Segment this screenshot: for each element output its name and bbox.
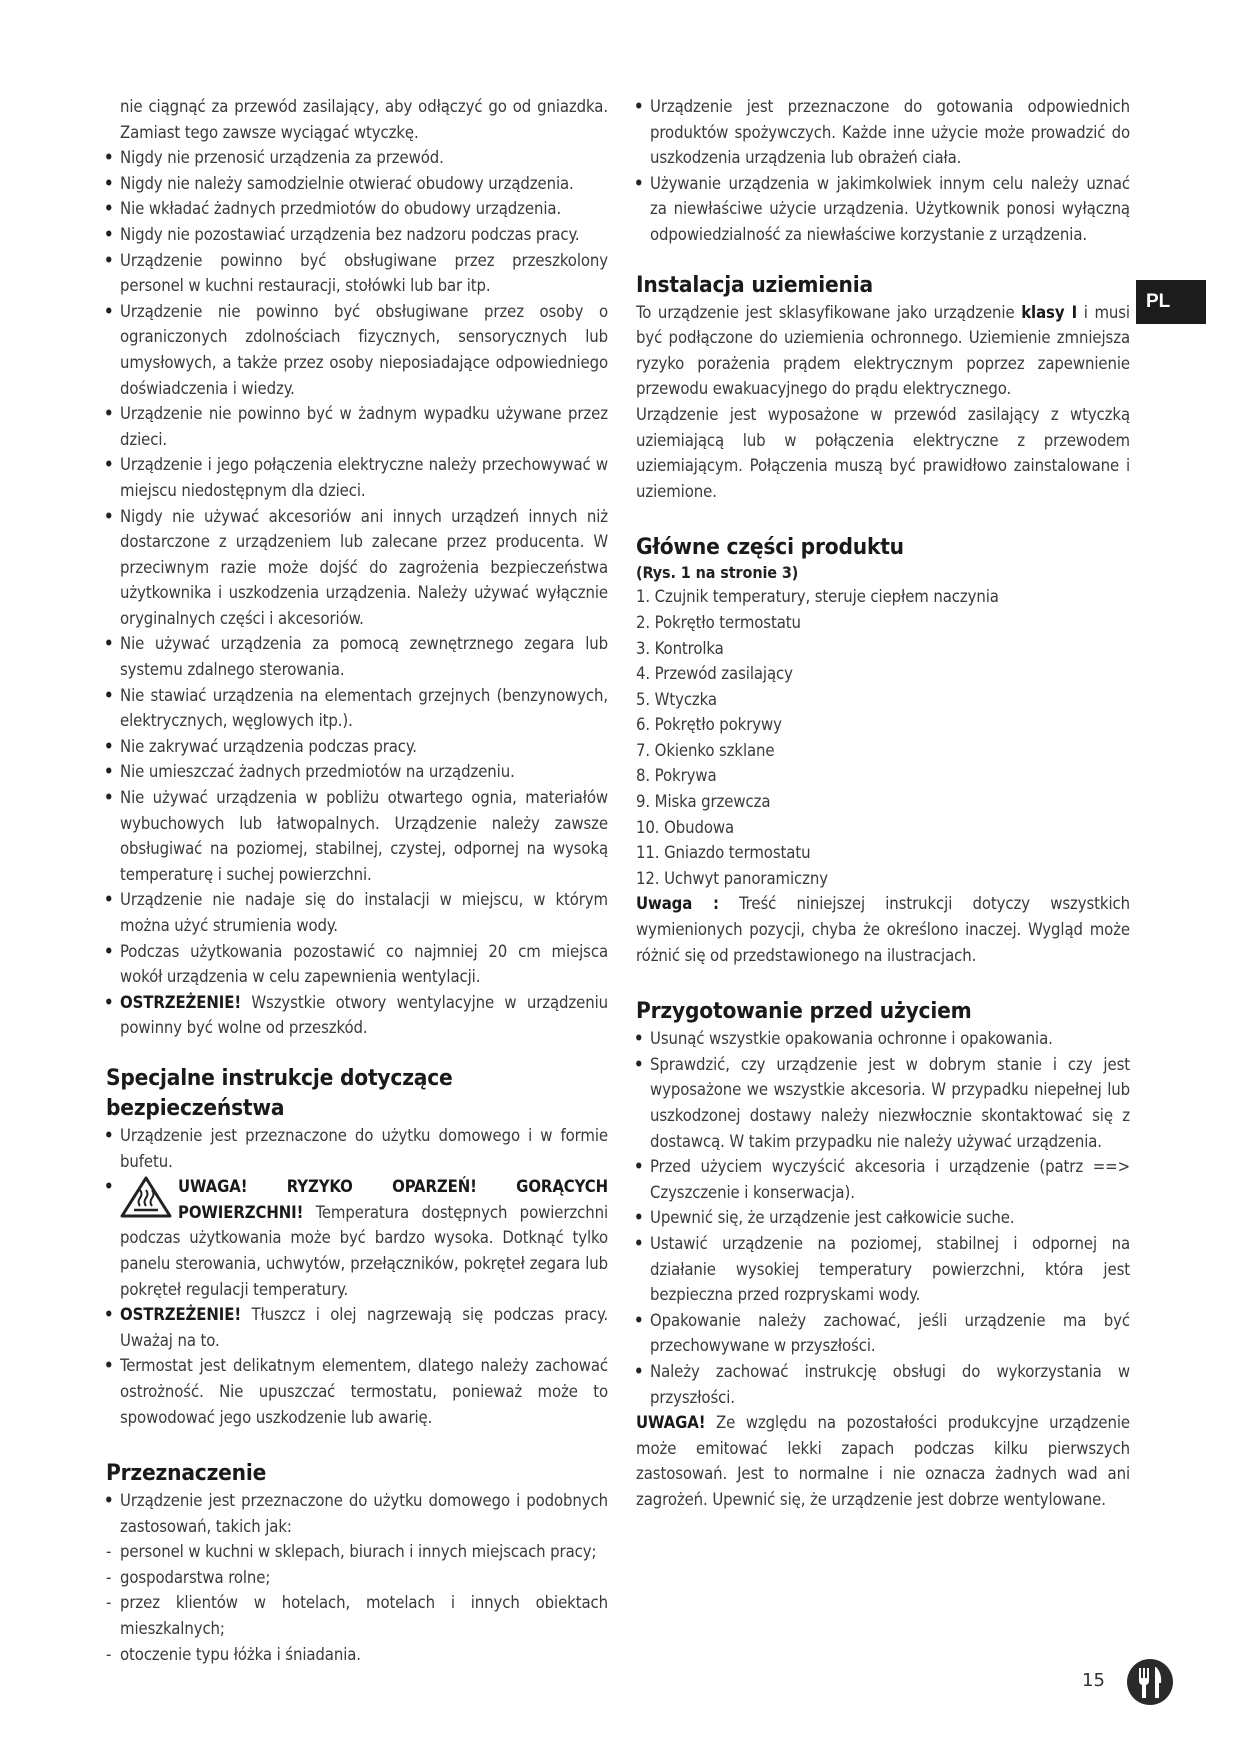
hot-surface-warning-icon — [120, 1176, 172, 1218]
list-item — [106, 1488, 608, 1539]
safety-list — [106, 145, 608, 1041]
list-item — [106, 1174, 608, 1302]
grounding-paragraph-1 — [636, 300, 1130, 402]
list-item: 9. Miska grzewcza — [636, 792, 771, 812]
special-instructions-heading: Specjalne instrukcje dotyczące bezpieczeństwa — [106, 1064, 453, 1121]
page-number: 15 — [1082, 1670, 1105, 1691]
class-label: klasy I — [1021, 302, 1078, 322]
final-warning-paragraph — [636, 1410, 1130, 1512]
special-list — [106, 1123, 608, 1430]
list-item: • Nie używać urządzenia za pomocą zewnętrznego zegara lub systemu zdalnego sterowania. — [106, 631, 608, 682]
list-item: • Urządzenie nie powinno być obsługiwane przez osoby o ograniczonych zdolnościach fizycznych, sensorycznych lub umysłowych, a także przez osoby nieposiadające odpowiedniego doświadczenia i wiedzy. — [106, 299, 608, 401]
list-item: • Termostat jest delikatnym elementem, dlatego należy zachować ostrożność. Nie upuszczać termostatu, ponieważ może to spowodować jego uszkodzenie lub awarię. — [106, 1353, 608, 1430]
list-item: 3. Kontrolka — [636, 638, 724, 658]
right-column — [636, 94, 1130, 1513]
list-item: • Urządzenie jest przeznaczone do użytku domowego i w formie bufetu. — [106, 1123, 608, 1174]
list-item: - otoczenie typu łóżka i śniadania. — [106, 1642, 608, 1668]
list-item: 6. Pokrętło pokrywy — [636, 715, 782, 735]
list-item: 7. Okienko szklane — [636, 740, 775, 760]
parts-heading: Główne części produktu — [636, 534, 904, 561]
hot-surface-text: Temperatura dostępnych powierzchni podczas użytkowania może być bardzo wysoka. Dotknąć tylko panelu sterowania, uchwytów, przełączników, pokręteł zegara lub pokręteł regulacji temperatury. — [120, 1202, 608, 1299]
list-item: • Nigdy nie używać akcesoriów ani innych urządzeń innych niż dostarczone z urządzeniem lub zalecane przez producenta. W przeciwnym razie może dojść do zagrożenia bezpieczeństwa użytkownika i uszkodzenia urządzenia. Należy używać wyłącznie oryginalnych części i akcesoriów. — [106, 504, 608, 632]
list-item: • Nigdy nie przenosić urządzenia za przewód. — [106, 145, 608, 171]
note-paragraph — [636, 891, 1130, 968]
preparation-list — [636, 1026, 1130, 1410]
language-tab: PL — [1136, 280, 1206, 324]
note-text: Treść niniejszej instrukcji dotyczy wszystkich wymienionych pozycji, chyba że określono inaczej. Wygląd może różnić się od przedstawionego na ilustracjach. — [636, 894, 1130, 965]
list-item: 8. Pokrywa — [636, 766, 717, 786]
list-item: 12. Uchwyt panoramiczny — [636, 868, 828, 888]
list-item: • Nie zakrywać urządzenia podczas pracy. — [106, 734, 608, 760]
list-item: • Nigdy nie pozostawiać urządzenia bez nadzoru podczas pracy. — [106, 222, 608, 248]
purpose-heading: Przeznaczenie — [106, 1460, 267, 1487]
grease-warning-label: OSTRZEŻENIE! — [120, 1305, 242, 1325]
list-item: • Nie używać urządzenia w pobliżu otwartego ognia, materiałów wybuchowych lub łatwopalnych. Urządzenie należy zawsze obsługiwać na poziomej, stabilnej, czystej, odpornej na wysoką temperaturę i suchej powierzchni. — [106, 785, 608, 887]
list-item: • Przed użyciem wyczyścić akcesoria i urządzenie (patrz ==> Czyszczenie i konserwacja). — [636, 1154, 1130, 1205]
grounding-paragraph-2: Urządzenie jest wyposażone w przewód zasilający z wtyczką uziemiającą lub w połączenia elektryczne z przewodem uziemiającym. Połączenia muszą być prawidłowo zainstalowane i uziemione. — [636, 404, 1130, 501]
list-item: • Urządzenie powinno być obsługiwane przez przeszkolony personel w kuchni restauracji, stołówki lub bar itp. — [106, 248, 608, 299]
list-item: 4. Przewód zasilający — [636, 664, 793, 684]
list-item: • Usunąć wszystkie opakowania ochronne i opakowania. — [636, 1026, 1130, 1052]
grounding-text-a: To urządzenie jest sklasyfikowane jako urządzenie — [636, 302, 1022, 322]
parts-figure-reference: (Rys. 1 na stronie 3) — [636, 563, 799, 583]
list-item: 2. Pokrętło termostatu — [636, 612, 801, 632]
list-item: • Podczas użytkowania pozostawić co najmniej 20 cm miejsca wokół urządzenia w celu zapewnienia wentylacji. — [106, 939, 608, 990]
list-item: • Urządzenie nie nadaje się do instalacji w miejscu, w którym można użyć strumienia wody. — [106, 887, 608, 938]
list-item: • Używanie urządzenia w jakimkolwiek innym celu należy uznać za niewłaściwe użycie urządzenia. Użytkownik ponosi wyłączną odpowiedzialność za niewłaściwe korzystanie z urządzenia. — [636, 171, 1130, 248]
grounding-text-b: i musi być podłączone do uziemienia ochronnego. Uziemienie zmniejsza ryzyko porażenia prądem elektrycznym poprzez zapewnienie przewodu ewakuacyjnego do prądu elektrycznego. — [636, 302, 1130, 399]
cutlery-logo-icon — [1126, 1658, 1174, 1706]
list-item: • Opakowanie należy zachować, jeśli urządzenie ma być przechowywane w przyszłości. — [636, 1308, 1130, 1359]
list-item: • Nie stawiać urządzenia na elementach grzejnych (benzynowych, elektrycznych, węglowych itp.). — [106, 683, 608, 734]
final-warning-label: UWAGA! — [636, 1413, 706, 1433]
purpose-sublist — [106, 1539, 608, 1667]
left-column — [106, 94, 608, 1667]
list-item: - personel w kuchni w sklepach, biurach i innych miejscach pracy; — [106, 1539, 608, 1565]
grounding-heading: Instalacja uziemienia — [636, 271, 873, 298]
list-item: • Nie wkładać żadnych przedmiotów do obudowy urządzenia. — [106, 196, 608, 222]
list-item — [106, 1302, 608, 1353]
list-item: • Nie umieszczać żadnych przedmiotów na urządzeniu. — [106, 759, 608, 785]
list-item: • Urządzenie nie powinno być w żadnym wypadku używane przez dzieci. — [106, 401, 608, 452]
list-item: 1. Czujnik temperatury, steruje ciepłem naczynia — [636, 587, 999, 607]
warning-label: OSTRZEŻENIE! — [120, 992, 242, 1012]
list-item: 5. Wtyczka — [636, 689, 717, 709]
list-item: • Nigdy nie należy samodzielnie otwierać obudowy urządzenia. — [106, 171, 608, 197]
list-item: 10. Obudowa — [636, 817, 735, 837]
intro-continuation: nie ciągnąć za przewód zasilający, aby odłączyć go od gniazdka. Zamiast tego zawsze wyciągać wtyczkę. — [120, 97, 608, 142]
list-item: - przez klientów w hotelach, motelach i innych obiektach mieszkalnych; — [106, 1590, 608, 1641]
list-item: • Urządzenie i jego połączenia elektryczne należy przechowywać w miejscu niedostępnym dla dzieci. — [106, 452, 608, 503]
list-item: • Należy zachować instrukcję obsługi do wykorzystania w przyszłości. — [636, 1359, 1130, 1410]
final-warning-text: Ze względu na pozostałości produkcyjne urządzenie może emitować lekki zapach podczas kilku pierwszych zastosowań. Jest to normalne i nie oznacza żadnych wad ani zagrożeń. Upewnić się, że urządzenie jest dobrze wentylowane. — [636, 1413, 1130, 1509]
usage-list — [636, 94, 1130, 248]
purpose-list — [106, 1488, 608, 1539]
preparation-heading: Przygotowanie przed użyciem — [636, 998, 972, 1025]
parts-list — [636, 584, 1130, 891]
grease-warning-text: Tłuszcz i olej nagrzewają się podczas pracy. Uważaj na to. — [120, 1305, 608, 1350]
purpose-intro: Urządzenie jest przeznaczone do użytku domowego i podobnych zastosowań, takich jak: — [120, 1491, 608, 1536]
list-item: • Ustawić urządzenie na poziomej, stabilnej i odpornej na działanie wysokiej temperatury powierzchni, która jest bezpieczna przed rozpryskami wody. — [636, 1231, 1130, 1308]
list-item: - gospodarstwa rolne; — [106, 1565, 608, 1591]
hot-surface-label: UWAGA! RYZYKO OPARZEŃ! GORĄCYCH POWIERZCHNI! — [178, 1177, 608, 1222]
list-item: • Sprawdzić, czy urządzenie jest w dobrym stanie i czy jest wyposażone we wszystkie akcesoria. W przypadku niepełnej lub uszkodzonej dostawy należy niezwłocznie skontaktować się z dostawcą. W takim przypadku nie należy używać urządzenia. — [636, 1052, 1130, 1154]
list-item — [106, 990, 608, 1041]
list-item: • Upewnić się, że urządzenie jest całkowicie suche. — [636, 1205, 1130, 1231]
note-label: Uwaga : — [636, 894, 719, 914]
list-item: • Urządzenie jest przeznaczone do gotowania odpowiednich produktów spożywczych. Każde inne użycie może prowadzić do uszkodzenia urządzenia lub obrażeń ciała. — [636, 94, 1130, 171]
list-item: 11. Gniazdo termostatu — [636, 843, 811, 863]
warning-text: Wszystkie otwory wentylacyjne w urządzeniu powinny być wolne od przeszkód. — [120, 992, 608, 1038]
